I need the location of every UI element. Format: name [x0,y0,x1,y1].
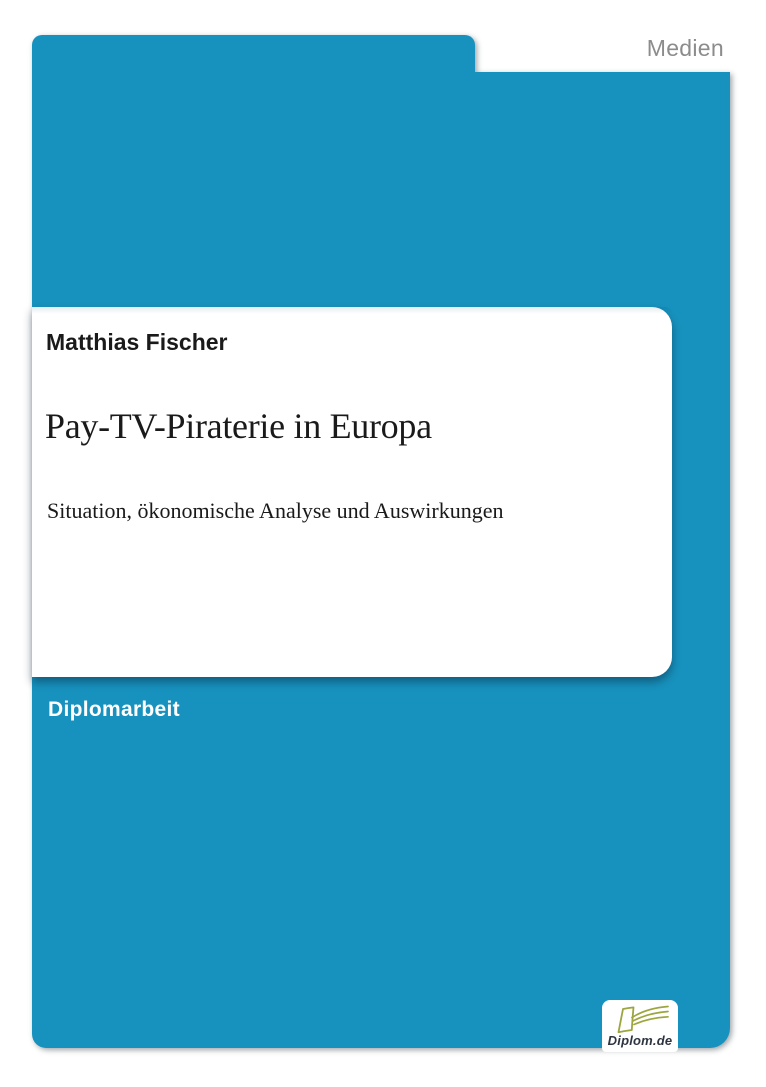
pages-swoosh-icon [610,1003,670,1035]
book-title: Pay-TV-Piraterie in Europa [45,406,432,446]
logo-text: Diplom.de [607,1033,673,1048]
title-card [32,307,672,677]
document-type-label: Diplomarbeit [48,698,180,721]
category-label: Medien [646,35,724,61]
book-subtitle: Situation, ökonomische Analyse und Auswirkungen [47,498,504,523]
publisher-logo [602,1000,678,1052]
author-name: Matthias Fischer [46,329,228,355]
